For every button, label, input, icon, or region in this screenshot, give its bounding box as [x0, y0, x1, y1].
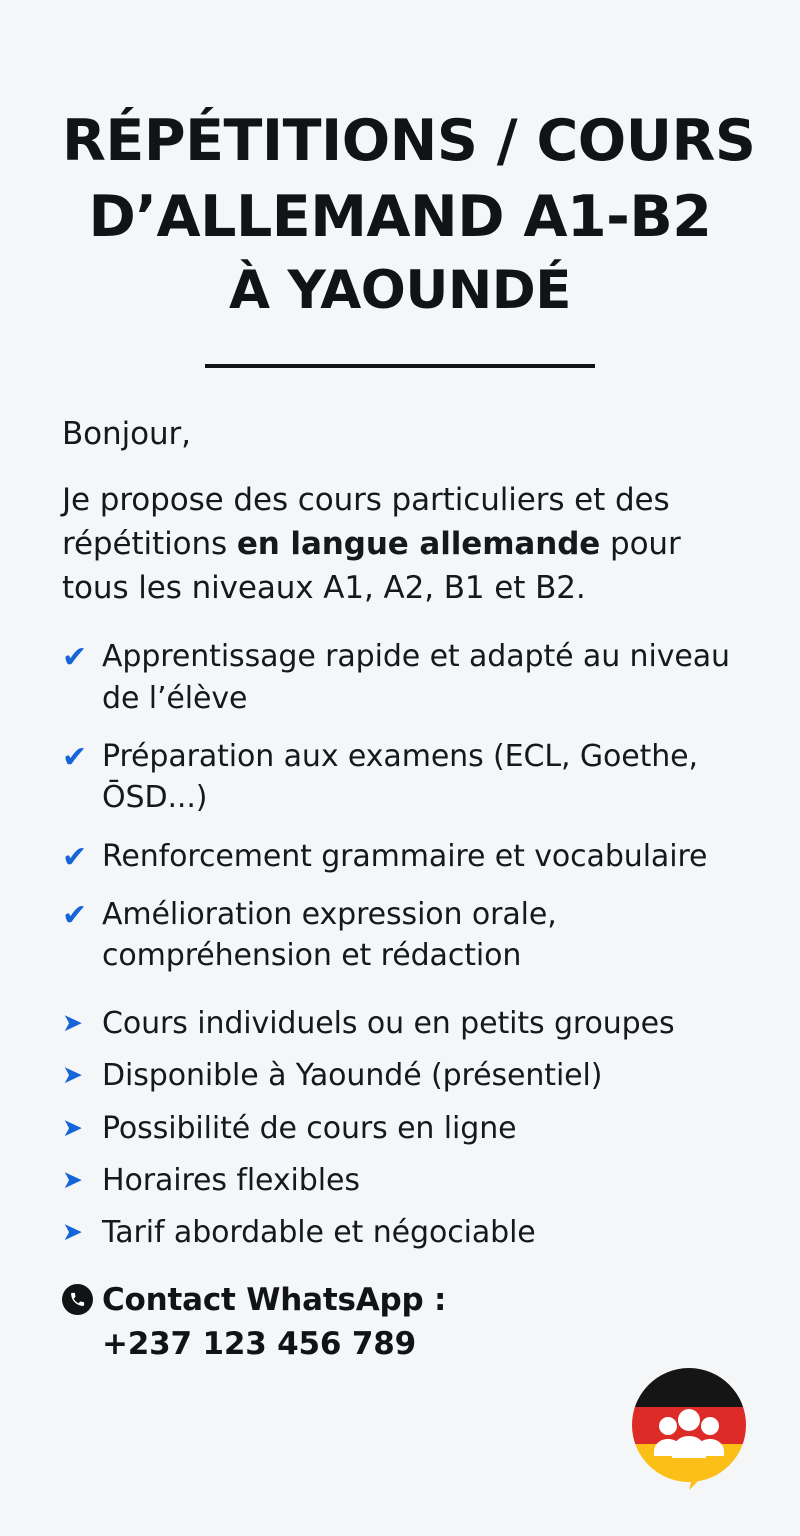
- check-icon: ✔: [62, 640, 88, 676]
- greeting-text: Bonjour,: [62, 416, 191, 453]
- list-item: [62, 894, 738, 977]
- arrow-right-icon: ➤: [62, 1007, 83, 1037]
- contact-label: Contact WhatsApp :: [102, 1281, 447, 1318]
- intro-text-bold: en langue allemande: [236, 526, 601, 563]
- check-icon: ✔: [62, 839, 88, 875]
- benefits-list: [62, 636, 738, 977]
- contact-details: [102, 1278, 446, 1366]
- list-item: [62, 836, 738, 877]
- list-item: [62, 1212, 738, 1253]
- intro-text-after: pour tous les niveaux A1, A2, B1 et B2.: [62, 526, 681, 607]
- list-item: [62, 636, 738, 719]
- list-item: [62, 1108, 738, 1149]
- title-line-2: D’ALLEMAND A1-B2: [88, 183, 712, 250]
- title-divider: [205, 364, 595, 368]
- contact-block[interactable]: [62, 1278, 738, 1366]
- list-item-label: Apprentissage rapide et adapté au niveau de l’élève: [102, 639, 730, 716]
- list-item: [62, 1003, 738, 1044]
- list-item-label: Cours individuels ou en petits groupes: [102, 1005, 675, 1041]
- people-icon: [632, 1368, 746, 1482]
- intro-block: [62, 412, 738, 610]
- intro-paragraph: [62, 478, 738, 610]
- german-flag-speech-bubble-icon: [632, 1368, 752, 1496]
- intro-text-before: Je propose des cours particuliers et des répétitions: [62, 482, 670, 563]
- list-item: [62, 1055, 738, 1096]
- list-item-label: Préparation aux examens (ECL, Goethe, ŌSD...): [102, 738, 698, 816]
- title-line-3: À YAOUNDÉ: [229, 259, 571, 321]
- list-item: [62, 1160, 738, 1201]
- list-item-label: Possibilité de cours en ligne: [102, 1110, 517, 1146]
- list-item-label: Disponible à Yaoundé (présentiel): [102, 1058, 603, 1094]
- list-item-label: Renforcement grammaire et vocabulaire: [102, 838, 708, 874]
- list-item: [62, 736, 738, 819]
- arrow-right-icon: ➤: [62, 1112, 83, 1142]
- list-item-label: Tarif abordable et négociable: [102, 1215, 536, 1251]
- details-list: [62, 1003, 738, 1254]
- list-item-label: Horaires flexibles: [102, 1163, 360, 1199]
- title-line-1: RÉPÉTITIONS / COURS: [62, 108, 756, 174]
- check-icon: ✔: [62, 739, 88, 775]
- contact-phone[interactable]: +237 123 456 789: [102, 1325, 416, 1362]
- arrow-right-icon: ➤: [62, 1165, 83, 1195]
- list-item-label: Amélioration expression orale, compréhension et rédaction: [102, 897, 557, 974]
- arrow-right-icon: ➤: [62, 1217, 83, 1247]
- check-icon: ✔: [62, 898, 88, 934]
- phone-icon: [62, 1278, 102, 1315]
- flag-bubble: [632, 1368, 746, 1482]
- page-title: [62, 0, 756, 326]
- arrow-right-icon: ➤: [62, 1060, 83, 1090]
